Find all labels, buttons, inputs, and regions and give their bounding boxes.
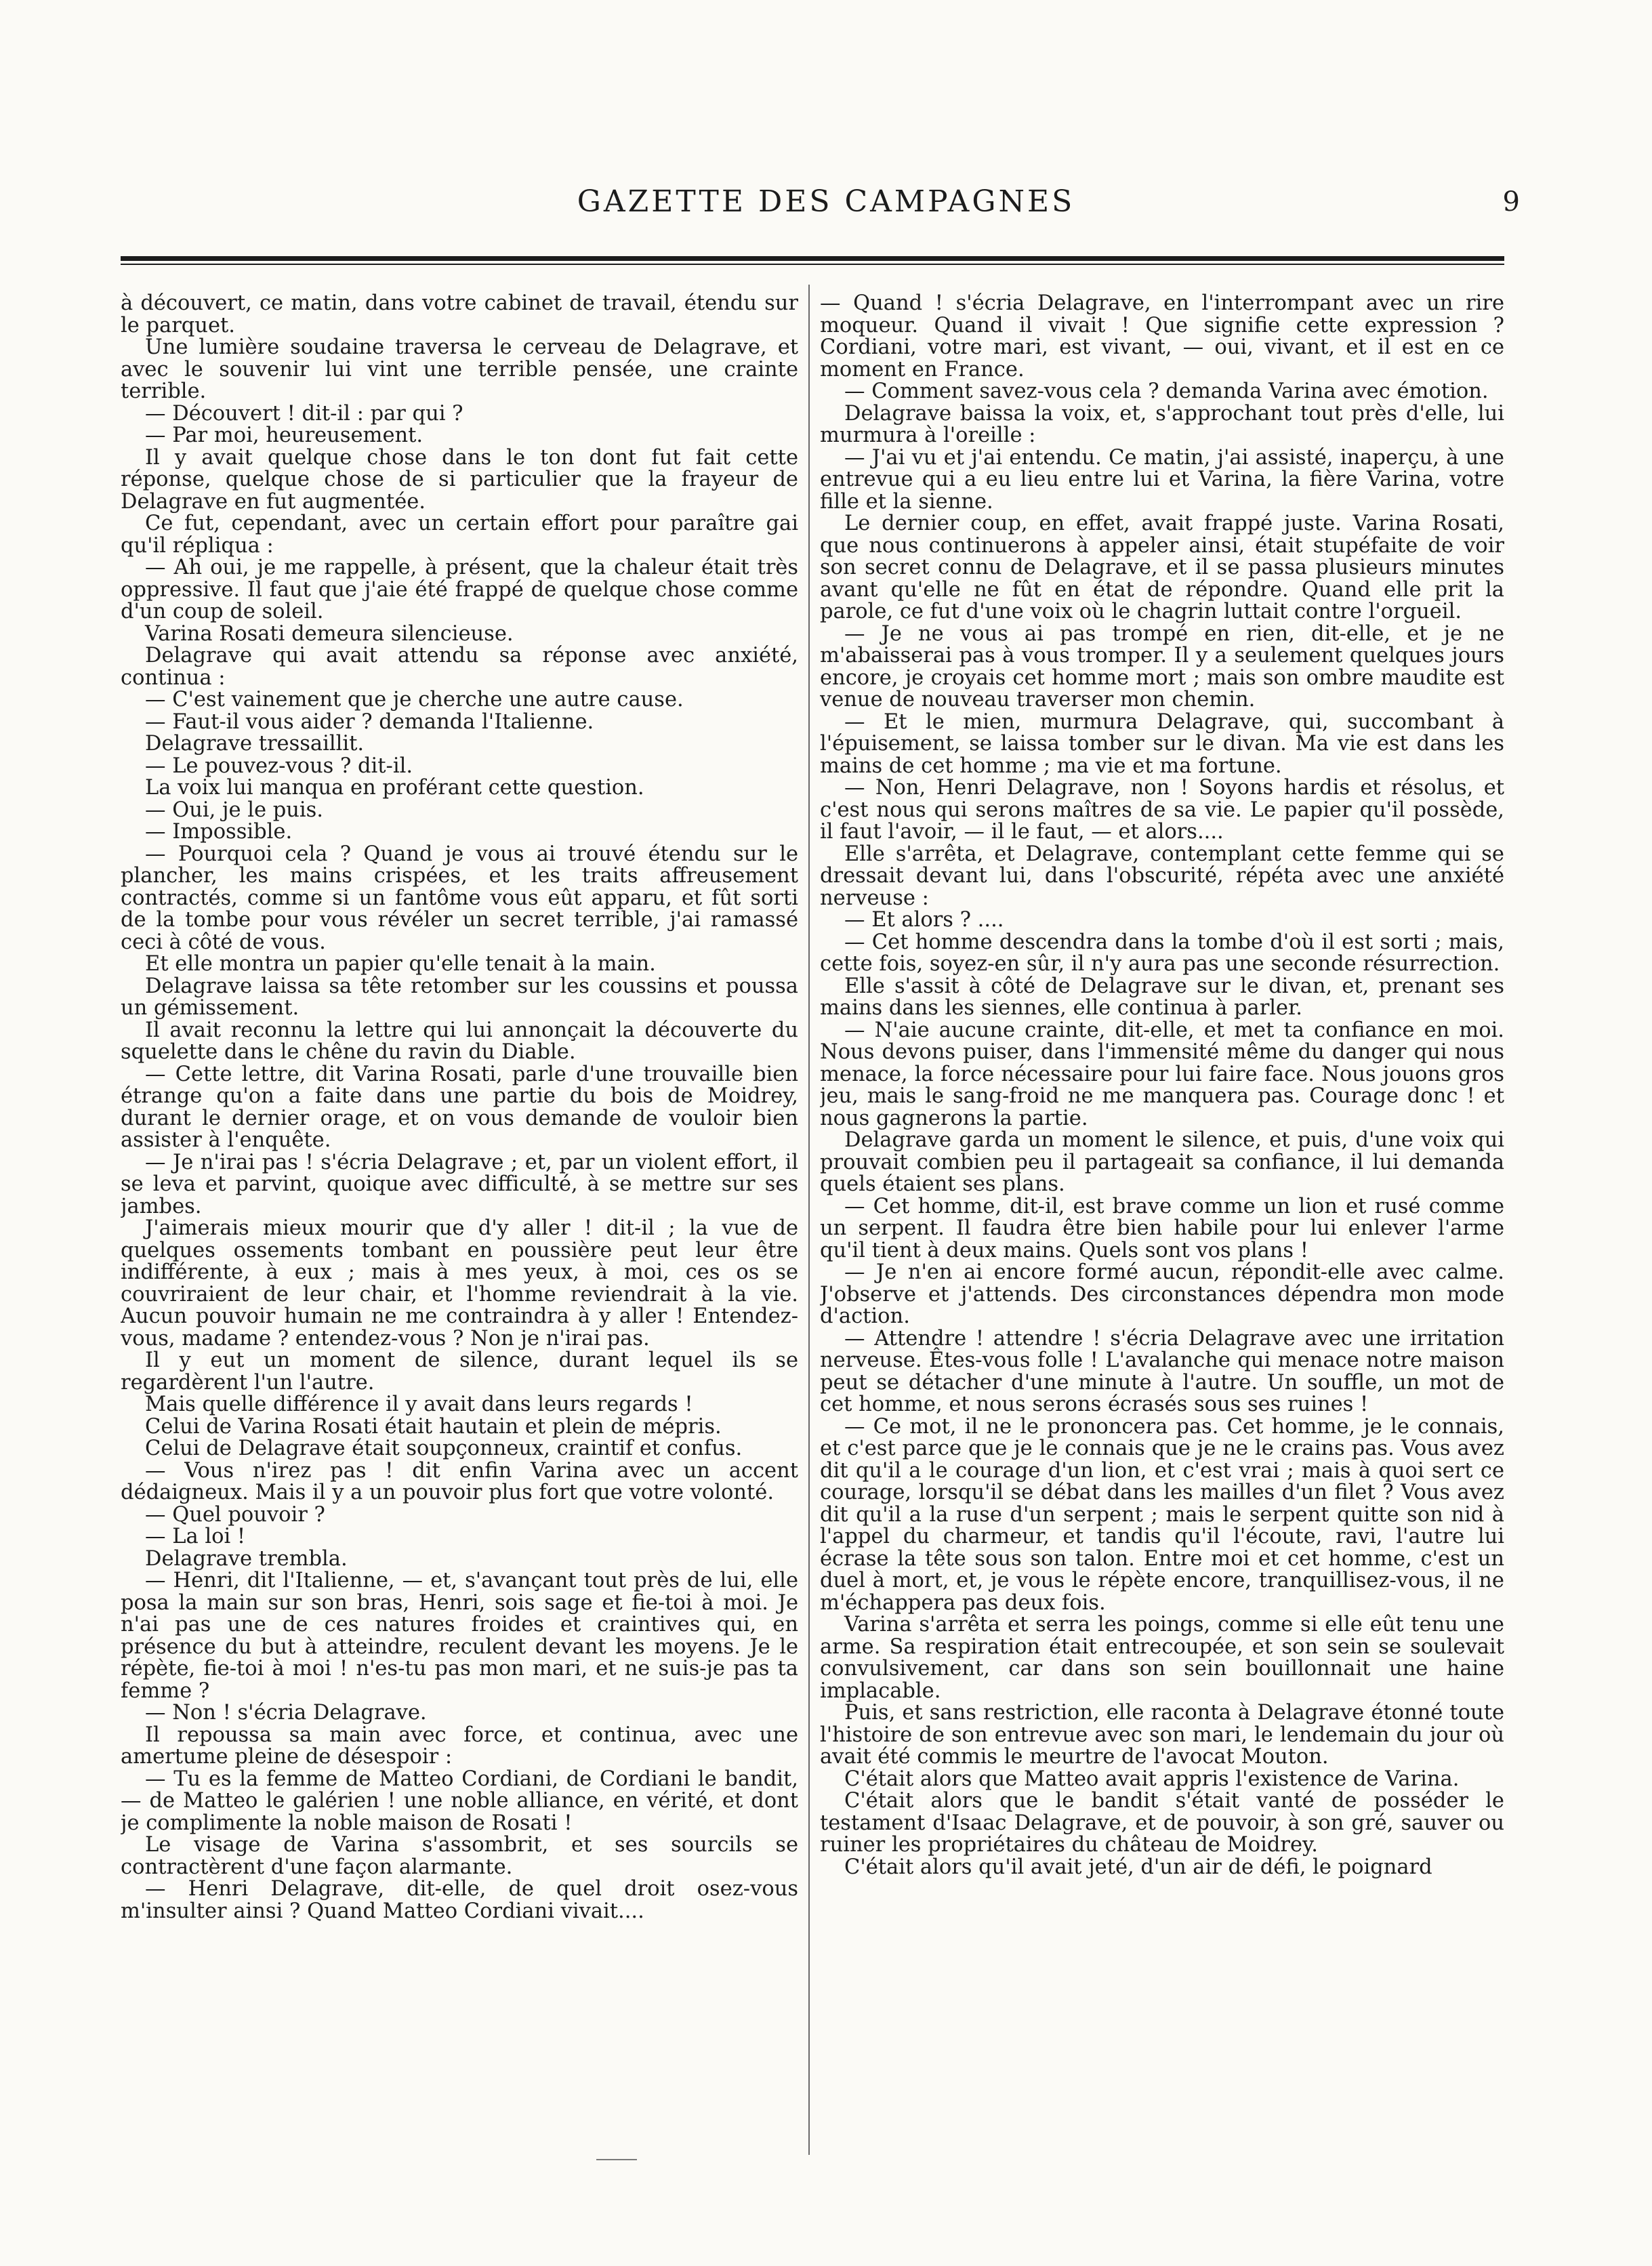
paragraph: — Non ! s'écria Delagrave. (145, 1701, 427, 1725)
paragraph: Une lumière soudaine traversa le cerveau de Delagrave, et avec le souvenir lui vint une terrible pensée, une crainte terrible. (121, 335, 798, 403)
paragraph: — Par moi, heureusement. (145, 424, 424, 447)
paragraph: — Et le mien, murmura Delagrave, qui, succombant à l'épuisement, se laissa tomber sur le divan. Ma vie est dans les mains de cet homme ; ma vie et ma fortune. (820, 709, 1504, 778)
paragraph: Puis, et sans restriction, elle raconta à Delagrave étonné toute l'histoire de son entrevue avec son mari, le lendemain du jour où avait été commis le meurtre de l'avocat Mouton. (820, 1701, 1504, 1769)
paragraph: J'aimerais mieux mourir que d'y aller ! dit-il ; la vue de quelques ossements tombant en poussière peut leur être indifférente, à eux ; mais à mes yeux, à moi, ces os se couvriraient de leur chair, et l'homme reviendrait à la vie. Aucun pouvoir humain ne me contraindra à y aller ! Entendez-vous, madame ? entendez-vous ? Non je n'irai pas. (121, 1216, 798, 1351)
paragraph: à découvert, ce matin, dans votre cabinet de travail, étendu sur le parquet. (121, 293, 798, 337)
paragraph: Le visage de Varina s'assombrit, et ses sourcils se contractèrent d'une façon alarmante. (121, 1833, 798, 1879)
page-header (0, 182, 1652, 229)
paragraph: — Quand ! s'écria Delagrave, en l'interrompant avec un rire moqueur. Quand il vivait ! Que signifie cette expression ? Cordiani, votre mari, est vivant, — oui, vivant, et il est en ce moment en France. (820, 293, 1504, 382)
paragraph: La voix lui manqua en proférant cette question. (145, 776, 644, 800)
paragraph: — Quel pouvoir ? (145, 1502, 325, 1527)
paragraph: Varina Rosati demeura silencieuse. (145, 621, 514, 646)
paragraph: — Impossible. (145, 820, 293, 844)
paragraph: Il repoussa sa main avec force, et continua, avec une amertume pleine de désespoir : (121, 1723, 798, 1769)
paragraph: Delagrave qui avait attendu sa réponse avec anxiété, continua : (121, 644, 798, 690)
paragraph: — Tu es la femme de Matteo Cordiani, de Cordiani le bandit, — de Matteo le galérien ! une noble alliance, en vérité, et dont je complimente la noble maison de Rosati ! (121, 1767, 798, 1835)
paragraph: Varina s'arrêta et serra les poings, comme si elle eût tenu une arme. Sa respiration était entrecoupée, et son sein se soulevait convulsivement, car dans son sein bouillonnait une haine implacable. (820, 1613, 1504, 1703)
paragraph: Celui de Varina Rosati était hautain et plein de mépris. (145, 1414, 722, 1439)
paragraph: — Et alors ? .... (844, 908, 1004, 932)
paragraph: Il avait reconnu la lettre qui lui annonçait la découverte du squelette dans le chêne du ravin du Diable. (121, 1018, 798, 1064)
paragraph: Et elle montra un papier qu'elle tenait à la main. (145, 952, 656, 976)
paragraph: — Cette lettre, dit Varina Rosati, parle d'une trouvaille bien étrange qu'on a faite dans une partie du bois de Moidrey, durant le dernier orage, et on vous demande de vouloir bien assister à l'enquête. (121, 1062, 798, 1152)
paragraph: Il y avait quelque chose dans le ton dont fut fait cette réponse, quelque chose de si particulier que la frayeur de Delagrave en fut augmentée. (121, 445, 798, 514)
header-rule (121, 256, 1504, 261)
right-column (820, 293, 1504, 2136)
paragraph: — Non, Henri Delagrave, non ! Soyons hardis et résolus, et c'est nous qui serons maîtres de sa vie. Le papier qu'il possède, il faut l'avoir, — il le faut, — et alors.... (820, 776, 1504, 844)
paragraph: — Je n'irai pas ! s'écria Delagrave ; et, par un violent effort, il se leva et parvint, quoique avec difficulté, à se mettre sur ses jambes. (121, 1150, 798, 1218)
paragraph: — Découvert ! dit-il : par qui ? (145, 401, 463, 426)
page-number: 9 (1502, 186, 1520, 218)
paragraph: Mais quelle différence il y avait dans leurs regards ! (145, 1393, 693, 1416)
paragraph: — Ce mot, il ne le prononcera pas. Cet homme, je le connais, et c'est parce que je le connais que je ne le crains pas. Vous avez dit qu'il a le courage d'un lion, et c'est vrai ; mais à quoi sert ce courage, lorsqu'il se débat dans les mailles d'un filet ? Vous avez dit qu'il a la ruse d'un serpent ; mais le serpent quitte son nid à l'appel du charmeur, et tandis qu'il l'écoute, ravi, l'autre lui écrase la tête sous son talon. Entre moi et cet homme, c'est un duel à mort, et, je vous le répète encore, tranquillisez-vous, il ne m'échappera pas deux fois. (820, 1414, 1504, 1615)
paragraph: C'était alors qu'il avait jeté, d'un air de défi, le poignard (844, 1855, 1432, 1879)
paragraph: — J'ai vu et j'ai entendu. Ce matin, j'ai assisté, inaperçu, à une entrevue qui a eu lieu entre lui et Varina, la fière Varina, votre fille et la sienne. (820, 445, 1504, 514)
paragraph: — Pourquoi cela ? Quand je vous ai trouvé étendu sur le plancher, les mains crispées, et les traits affreusement contractés, comme si un fantôme vous eût apparu, et fût sorti de la tombe pour vous révéler un secret terrible, j'ai ramassé ceci à côté de vous. (121, 842, 798, 954)
paragraph: Elle s'arrêta, et Delagrave, contemplant cette femme qui se dressait devant lui, dans l'obscurité, répéta avec une anxiété nerveuse : (820, 842, 1504, 910)
paragraph: — Henri Delagrave, dit-elle, de quel droit osez-vous m'insulter ainsi ? Quand Matteo Cordiani vivait.... (121, 1877, 798, 1923)
paragraph: Delagrave tressaillit. (145, 732, 365, 756)
bottom-rule (596, 2159, 637, 2160)
paragraph: — Comment savez-vous cela ? demanda Varina avec émotion. (844, 379, 1489, 403)
paragraph: — Faut-il vous aider ? demanda l'Italienne. (145, 709, 594, 734)
paragraph: — Cet homme descendra dans la tombe d'où il est sorti ; mais, cette fois, soyez-en sûr, il n'y aura pas une seconde résurrection. (820, 930, 1504, 976)
paragraph: Delagrave baissa la voix, et, s'approchant tout près d'elle, lui murmura à l'oreille : (820, 401, 1504, 447)
paragraph: — N'aie aucune crainte, dit-elle, et met ta confiance en moi. Nous devons puiser, dans l'immensité même du danger qui nous menace, la force nécessaire pour lui faire face. Nous jouons gros jeu, mais le sang-froid ne me manquera pas. Courage donc ! et nous gagnerons la partie. (820, 1018, 1504, 1130)
paragraph: — Henri, dit l'Italienne, — et, s'avançant tout près de lui, elle posa la main sur son bras, Henri, sois sage et fie-toi à moi. Je n'ai pas une de ces natures froides et craintives qui, en présence du but à atteindre, reculent devant les moyens. Je le répète, fie-toi à moi ! n'es-tu pas mon mari, et ne suis-je pas ta femme ? (121, 1569, 798, 1703)
paragraph: Elle s'assit à côté de Delagrave sur le divan, et, prenant ses mains dans les siennes, elle continua à parler. (820, 974, 1504, 1020)
paragraph: C'était alors que Matteo avait appris l'existence de Varina. (844, 1767, 1460, 1791)
paragraph: Ce fut, cependant, avec un certain effort pour paraître gai qu'il répliqua : (121, 512, 798, 558)
paragraph: — Je n'en ai encore formé aucun, répondit-elle avec calme. J'observe et j'attends. Des circonstances dépendra mon mode d'action. (820, 1260, 1504, 1328)
paragraph: — Attendre ! attendre ! s'écria Delagrave avec une irritation nerveuse. Êtes-vous folle ! L'avalanche qui menace notre maison peut se détacher d'une minute à l'autre. Un souffle, un mot de cet homme, et nous serons écrasés sous ses ruines ! (820, 1326, 1504, 1416)
column-divider (808, 285, 810, 2155)
paragraph: — Vous n'irez pas ! dit enfin Varina avec un accent dédaigneux. Mais il y a un pouvoir plus fort que votre volonté. (121, 1458, 798, 1504)
paragraph: Delagrave laissa sa tête retomber sur les coussins et poussa un gémissement. (121, 974, 798, 1020)
paragraph: Il y eut un moment de silence, durant lequel ils se regardèrent l'un l'autre. (121, 1348, 798, 1395)
paragraph: — Oui, je le puis. (145, 798, 323, 822)
paragraph: — La loi ! (145, 1525, 246, 1548)
paragraph: — Le pouvez-vous ? dit-il. (145, 754, 413, 778)
header-rule-thin (121, 264, 1504, 265)
paragraph: Delagrave trembla. (145, 1546, 348, 1571)
paragraph: C'était alors que le bandit s'était vanté de posséder le testament d'Isaac Delagrave, et de pouvoir, à son gré, sauver ou ruiner les propriétaires du château de Moidrey. (820, 1789, 1504, 1857)
left-column (121, 293, 798, 2136)
newspaper-title: GAZETTE DES CAMPAGNES (577, 184, 1075, 219)
paragraph: Le dernier coup, en effet, avait frappé juste. Varina Rosati, que nous continuerons à appeler ainsi, était stupéfaite de voir son secret connu de Delagrave, et il se passa plusieurs minutes avant qu'elle ne fût en état de répondre. Quand elle prit la parole, ce fut d'une voix où le chagrin luttait contre l'orgueil. (820, 512, 1504, 623)
paragraph: Delagrave garda un moment le silence, et puis, d'une voix qui prouvait combien peu il partageait sa confiance, il lui demanda quels étaient ses plans. (820, 1128, 1504, 1196)
paragraph: — C'est vainement que je cherche une autre cause. (145, 688, 684, 712)
paragraph: — Cet homme, dit-il, est brave comme un lion et rusé comme un serpent. Il faudra être bien habile pour lui enlever l'arme qu'il tient à deux mains. Quels sont vos plans ! (820, 1194, 1504, 1262)
paragraph: Celui de Delagrave était soupçonneux, craintif et confus. (145, 1437, 743, 1460)
paragraph: — Je ne vous ai pas trompé en rien, dit-elle, et je ne m'abaisserai pas à vous tromper. Il y a seulement quelques jours encore, je croyais cet homme mort ; mais son ombre maudite est venue de nouveau traverser mon chemin. (820, 621, 1504, 712)
paragraph: — Ah oui, je me rappelle, à présent, que la chaleur était très oppressive. Il faut que j'aie été frappé de quelque chose comme d'un coup de soleil. (121, 556, 798, 623)
